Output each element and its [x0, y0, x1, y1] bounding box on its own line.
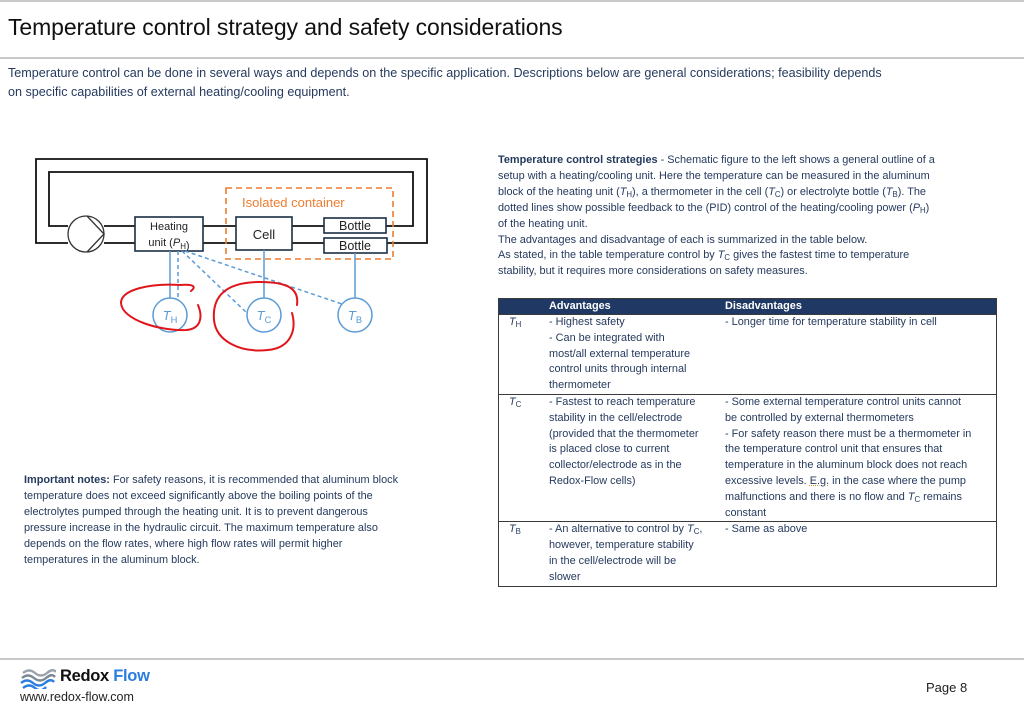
advantages-line: collector/electrode as in the	[549, 459, 682, 472]
disadvantages-line: the temperature control unit that ensures that	[725, 443, 943, 456]
advantages-line: slower	[549, 570, 581, 583]
advantages-line: stability in the cell/electrode	[549, 411, 683, 424]
advantages-line: - Can be integrated with	[549, 331, 665, 344]
variable-subscript: H	[515, 319, 522, 329]
brand-logo[interactable]	[20, 667, 170, 689]
variable-subscript: C	[914, 494, 921, 504]
variable-subscript: H	[170, 315, 178, 325]
waves-icon	[20, 667, 56, 689]
notes-line: electrolytes pumped through the heating unit. It is to prevent dangerous	[24, 506, 368, 518]
intro-line: on specific capabilities of external heating/cooling equipment.	[8, 85, 350, 99]
page-title: Temperature control strategy and safety considerations	[8, 14, 563, 40]
table-row	[499, 315, 997, 395]
advantages-cell	[547, 394, 723, 521]
table-header-row	[499, 299, 997, 315]
variable-symbol: P	[172, 237, 181, 249]
top-rule	[0, 0, 1024, 2]
variable-symbol: P	[912, 201, 920, 214]
strategies-line: block of the heating unit $(T_H)$, a thermometer in the cell $(T_C)$ or electrolyte bottle $(T_B)$. The	[498, 185, 926, 199]
title-rule	[0, 57, 1024, 59]
variable-symbol: T	[907, 490, 915, 503]
strategies-line: The advantages and disadvantage of each is summarized in the table below.	[498, 233, 868, 246]
notes-line: pressure increase in the hydraulic circuit. The maximum temperature also	[24, 522, 378, 534]
strategies-line: of the heating unit.	[498, 217, 588, 230]
intro-text	[8, 64, 882, 102]
row-label	[499, 394, 548, 521]
variable-symbol: T	[509, 395, 516, 408]
strategy-table	[498, 298, 997, 587]
disadvantages-line: - Longer time for temperature stability in cell	[725, 316, 937, 328]
page-number: Page 8	[926, 680, 968, 695]
variable-subscript: B	[892, 189, 898, 199]
variable-subscript: C	[515, 399, 522, 409]
table-row	[499, 394, 997, 521]
variable-subscript: H	[919, 205, 926, 215]
row-label	[499, 315, 548, 395]
strategies-description	[498, 153, 935, 280]
advantages-line: - Highest safety	[549, 316, 625, 328]
advantages-line: - Fastest to reach temperature	[549, 395, 696, 408]
variable-subscript: C	[724, 253, 731, 263]
pump-icon	[68, 216, 104, 252]
row-label	[499, 522, 548, 586]
strategies-line: As stated, in the table temperature control by $T_C$ gives the fastest time to temperature	[498, 249, 910, 263]
variable-symbol: T	[347, 308, 356, 323]
variable-symbol: T	[768, 185, 775, 198]
variable-subscript: C	[264, 315, 272, 325]
disadvantages-line: temperature in the aluminum block does not reach	[725, 459, 968, 472]
variable-symbol: T	[256, 308, 265, 323]
advantages-line: however, temperature stability	[549, 539, 694, 552]
variable-symbol: T	[717, 249, 725, 262]
strategies-line: dotted lines show possible feedback to the (PID) control of the heating/cooling power $(P_H)$	[498, 201, 930, 215]
variable-subscript: C	[774, 189, 781, 199]
advantages-line: most/all external temperature	[549, 347, 691, 360]
table-header-advantages: Advantages	[547, 299, 723, 315]
advantages-line: control units through internal	[549, 363, 687, 376]
advantages-cell	[547, 315, 723, 395]
advantages-line: thermometer	[549, 379, 611, 392]
table-body	[499, 315, 997, 587]
strategies-line: stability, but it requires more considerations on safety measures.	[498, 265, 808, 278]
strategies-line: Temperature control strategies - Schematic figure to the left shows a general outline of a	[498, 154, 935, 166]
disadvantages-cell	[723, 522, 997, 586]
table-header-disadvantages: Disadvantages	[723, 299, 997, 315]
variable-subscript: H	[626, 189, 633, 199]
disadvantages-cell	[723, 394, 997, 521]
strategies-line: setup with a heating/cooling unit. Here the temperature can be measured in the aluminum	[498, 169, 930, 182]
variable-symbol: T	[509, 523, 516, 536]
disadvantages-line: - Some external temperature control units cannot	[725, 395, 962, 408]
advantages-line: is placed close to current	[549, 443, 670, 456]
advantages-line: Redox-Flow cells)	[549, 474, 636, 487]
variable-subscript: C	[693, 527, 700, 537]
disadvantages-line: - Same as above	[725, 523, 808, 536]
brand-name-part1: Redox	[60, 667, 109, 685]
table-row	[499, 522, 997, 586]
advantages-line: (provided that the thermometer	[549, 427, 699, 440]
spellcheck-marked-text: E.g.	[809, 474, 830, 487]
disadvantages-line: malfunctions and there is no flow and $T_C$ remains	[725, 490, 962, 504]
variable-symbol: T	[885, 185, 893, 198]
advantages-line: - An alternative to control by $T_C$,	[549, 523, 703, 537]
important-notes	[24, 472, 398, 568]
bold-lead: Temperature control strategies	[498, 154, 658, 166]
notes-line: Important notes: For safety reasons, it is recommended that aluminum block	[24, 474, 399, 486]
website-link[interactable]: www.redox-flow.com	[20, 690, 134, 704]
disadvantages-line: - For safety reason there must be a thermometer in	[725, 427, 972, 440]
advantages-line: in the cell/electrode will be	[549, 554, 677, 567]
brand-name-part2: Flow	[113, 667, 150, 685]
bold-lead: Important notes:	[24, 474, 110, 486]
variable-symbol: T	[619, 185, 627, 198]
disadvantages-line: be controlled by external thermometers	[725, 411, 914, 424]
heating-unit-label: Heating	[150, 221, 188, 233]
advantages-cell	[547, 522, 723, 586]
notes-line: depends on the flow rates, where high flow rates will permit higher	[24, 538, 343, 550]
brand-name	[60, 667, 150, 686]
variable-symbol: T	[162, 308, 171, 323]
container-label: Isolated container	[242, 195, 345, 210]
variable-subscript: B	[515, 527, 521, 537]
disadvantages-line: excessive levels. E.g. in the case where the pump	[725, 474, 966, 487]
intro-line: Temperature control can be done in several ways and depends on the specific application. Descriptions below are general considerations; feasibility depends	[8, 66, 882, 80]
disadvantages-cell	[723, 315, 997, 395]
variable-subscript: H	[180, 242, 186, 251]
footer-rule	[0, 658, 1024, 660]
variable-symbol: T	[687, 523, 694, 536]
schematic-diagram	[0, 140, 460, 360]
heating-unit-label-2: unit $(P_H)$	[148, 237, 190, 252]
table-header-label	[499, 299, 548, 315]
notes-line: temperature does not exceed significantly above the boiling points of the	[24, 490, 373, 502]
cell-label: Cell	[252, 227, 276, 242]
variable-subscript: B	[355, 315, 363, 325]
bottle-top-label: Bottle	[339, 219, 371, 233]
variable-symbol: T	[509, 316, 516, 328]
notes-line: temperatures in the aluminum block.	[24, 554, 200, 566]
disadvantages-line: constant	[725, 506, 767, 519]
bottle-bottom-label: Bottle	[339, 239, 371, 253]
